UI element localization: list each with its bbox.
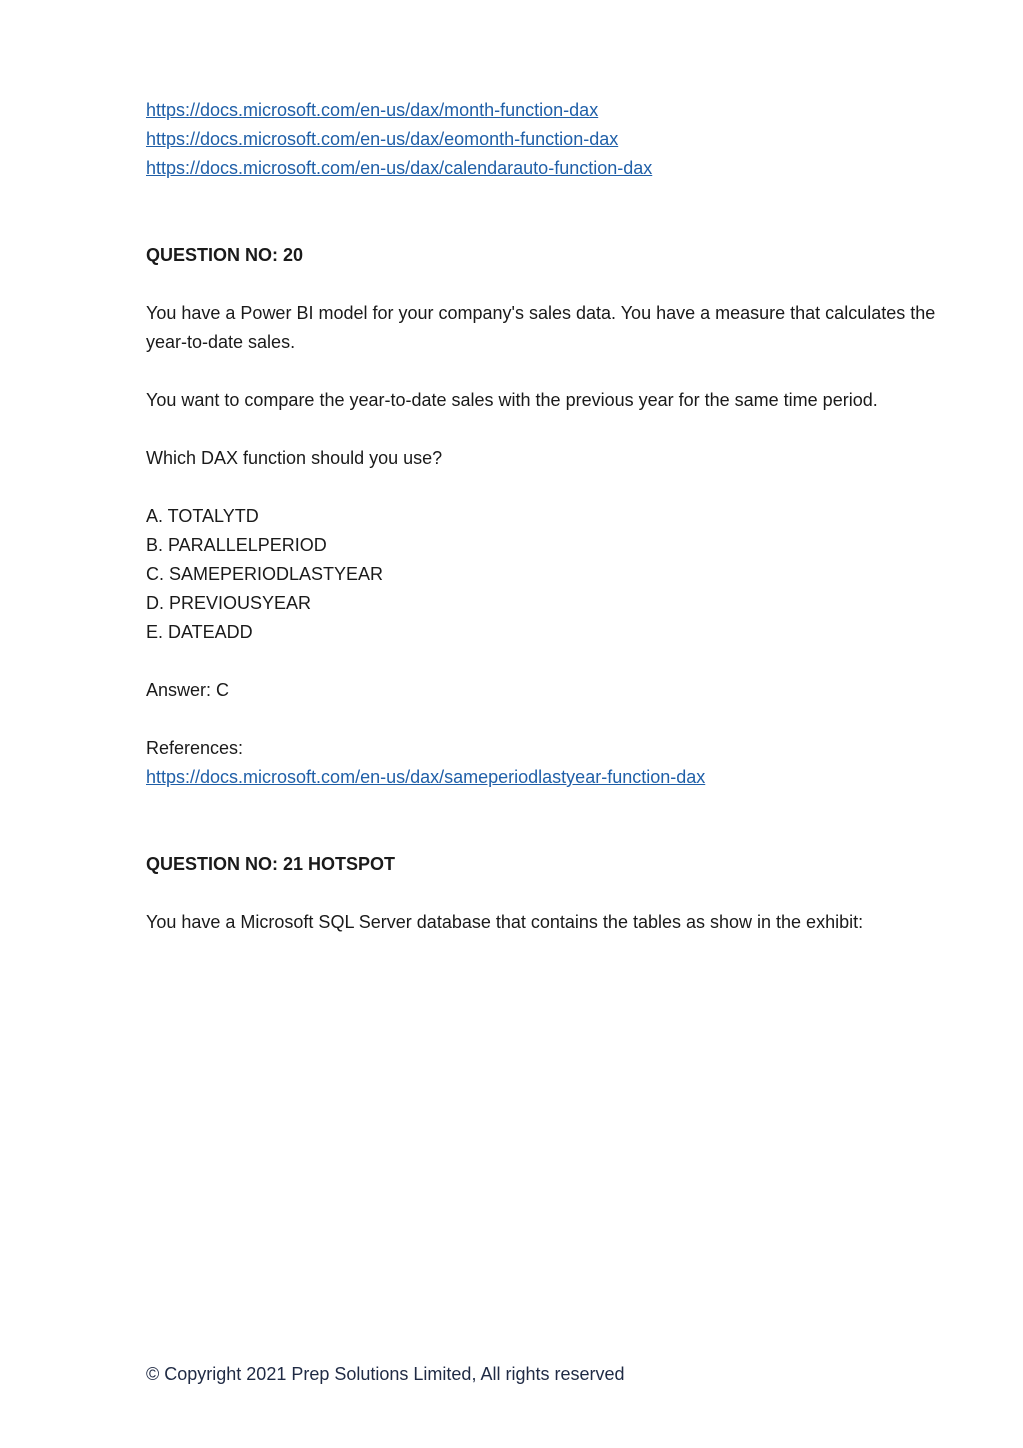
copyright-footer: © Copyright 2021 Prep Solutions Limited, All rights reserved xyxy=(146,1364,625,1384)
option-b: B. PARALLELPERIOD xyxy=(146,535,327,555)
question-20-options xyxy=(146,502,966,647)
reference-link-eomonth[interactable]: https://docs.microsoft.com/en-us/dax/eomonth-function-dax xyxy=(146,129,619,149)
option-c: C. SAMEPERIODLASTYEAR xyxy=(146,564,384,584)
question-20-paragraph-2: You want to compare the year-to-date sales with the previous year for the same time period. xyxy=(146,390,878,410)
reference-link-month[interactable]: https://docs.microsoft.com/en-us/dax/month-function-dax xyxy=(146,100,599,120)
document-page xyxy=(146,96,966,937)
question-20-heading: QUESTION NO: 20 xyxy=(146,245,304,265)
question-20-references-label: References: xyxy=(146,738,244,758)
question-21-paragraph-1: You have a Microsoft SQL Server database that contains the tables as show in the exhibit: xyxy=(146,912,864,932)
question-21-heading: QUESTION NO: 21 HOTSPOT xyxy=(146,854,396,874)
reference-link-sameperiodlastyear[interactable]: https://docs.microsoft.com/en-us/dax/sameperiodlastyear-function-dax xyxy=(146,767,706,787)
option-d: D. PREVIOUSYEAR xyxy=(146,593,312,613)
question-20-answer: Answer: C xyxy=(146,680,230,700)
question-20-prompt: Which DAX function should you use? xyxy=(146,448,443,468)
question-20-paragraph-1: You have a Power BI model for your company's sales data. You have a measure that calculates the year-to-date sales. xyxy=(146,303,936,352)
option-a: A. TOTALYTD xyxy=(146,506,259,526)
option-e: E. DATEADD xyxy=(146,622,253,642)
reference-link-calendarauto[interactable]: https://docs.microsoft.com/en-us/dax/calendarauto-function-dax xyxy=(146,158,653,178)
